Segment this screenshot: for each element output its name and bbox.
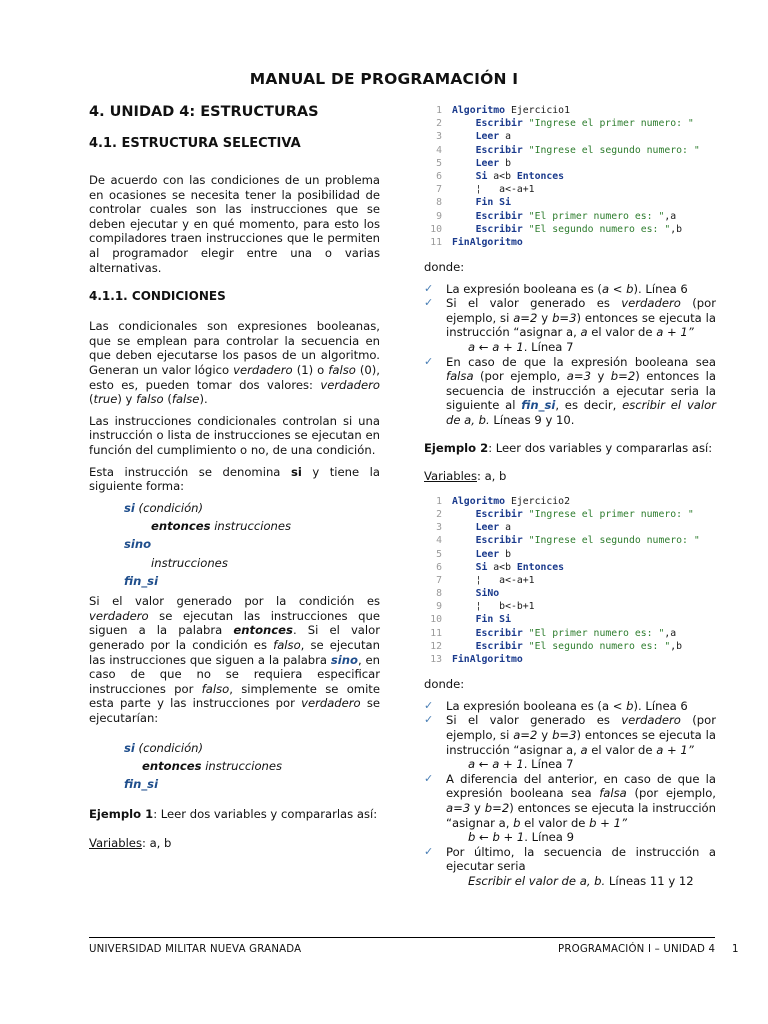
footer-course: PROGRAMACIÓN I – UNIDAD 4 (558, 944, 716, 955)
code-token: Escribir (475, 508, 523, 520)
example2-heading: Ejemplo 2: Leer dos variables y compararlas así: (424, 440, 713, 455)
line-number: 2 (436, 508, 442, 520)
code-token (452, 628, 476, 639)
code-token (452, 158, 476, 169)
code-token: ,a (664, 210, 677, 222)
line-number: 3 (436, 131, 442, 143)
where-label-2: donde: (424, 677, 465, 692)
line-number: 4 (436, 535, 442, 547)
line-number: 6 (436, 561, 442, 573)
code-line-4 (424, 534, 716, 547)
list-item: ✓ La expresión booleana es (a < b). Línea 6 (424, 698, 688, 713)
code-token: a<b (487, 561, 517, 573)
code-token (452, 118, 476, 129)
code-line-10 (424, 223, 716, 236)
denomination-paragraph: Esta instrucción se denomina si y tiene la siguiente forma: (89, 464, 381, 494)
code-line-9 (424, 210, 716, 223)
explanation-list-1 (424, 282, 716, 428)
code-line-13 (424, 653, 716, 666)
code-token: Escribir (475, 144, 523, 156)
code-token (452, 197, 476, 208)
code-token: ¦ a<-a+1 (452, 574, 535, 586)
code-token: Escribir (475, 118, 523, 130)
line-number: 12 (430, 640, 442, 652)
variables-line-1: Variables: a, b (89, 836, 172, 850)
code-token: SiNo (475, 588, 500, 600)
code-line-2 (424, 508, 716, 521)
list-item: ✓ En caso de que la expresión booleana sea falsa (por ejemplo, a=3 y b=2) entonces la secuencia de instrucción a ejecutar seria la siguiente al fin_si, es decir, escribir el valor de a, b. Líneas 9 y 10. (424, 354, 716, 427)
code-token: "Ingrese el primer numero: " (522, 118, 694, 130)
line-number: 9 (436, 601, 442, 613)
code-token: Leer (475, 522, 500, 534)
code-token: "Ingrese el segundo numero: " (522, 144, 700, 156)
code-block-1 (424, 104, 716, 249)
syntax-block-full: si (condición) entonces instrucciones sino instrucciones fin_si (124, 500, 292, 588)
code-token (452, 509, 476, 520)
code-token (452, 588, 476, 599)
line-number: 11 (430, 627, 442, 639)
code-line-3 (424, 130, 716, 143)
code-line-8 (424, 196, 716, 209)
check-icon: ✓ (424, 844, 434, 858)
check-icon: ✓ (424, 698, 434, 712)
code-token (452, 641, 476, 652)
code-token: a (499, 131, 511, 143)
code-token: ,b (670, 223, 683, 235)
code-line-11 (424, 236, 716, 249)
code-token: ,b (670, 640, 683, 652)
code-line-6 (424, 561, 716, 574)
code-token (452, 522, 476, 533)
check-icon: ✓ (424, 296, 434, 310)
footer-institution: UNIVERSIDAD MILITAR NUEVA GRANADA (89, 944, 302, 955)
line-number: 13 (430, 654, 442, 666)
line-number: 7 (436, 574, 442, 586)
line-number: 7 (436, 184, 442, 196)
code-token: ,a (664, 627, 677, 639)
example1-heading: Ejemplo 1: Leer dos variables y compararlas así: (89, 807, 378, 822)
right-column (424, 104, 716, 889)
line-number: 11 (430, 236, 442, 248)
code-token: "El primer numero es: " (522, 627, 665, 639)
code-token (452, 211, 476, 222)
code-token: Ejercicio2 (505, 495, 570, 507)
footer-divider (89, 937, 715, 938)
code-token: Fin Si (475, 197, 511, 209)
code-line-3 (424, 521, 716, 534)
code-token: Escribir (475, 535, 523, 547)
code-token: Fin Si (475, 614, 511, 626)
line-number: 1 (436, 105, 442, 116)
code-token (452, 549, 476, 560)
syntax-block-short: si (condición) entonces instrucciones fin_si (124, 740, 283, 792)
code-line-7 (424, 574, 716, 587)
section-heading: 4.1. ESTRUCTURA SELECTIVA (89, 136, 301, 151)
check-icon: ✓ (424, 771, 434, 785)
list-item: ✓ Si el valor generado es verdadero (por ejemplo, si a=2 y b=3) entonces se ejecuta la instrucción “asignar a, a el valor de a + 1” a ← a + 1. Línea 7 (424, 713, 716, 772)
check-icon: ✓ (424, 354, 434, 368)
line-number: 1 (436, 495, 442, 507)
line-number: 3 (436, 522, 442, 534)
code-line-6 (424, 170, 716, 183)
code-token: ¦ a<-a+1 (452, 184, 535, 196)
code-line-9 (424, 600, 716, 613)
code-token: b (499, 157, 511, 169)
control-paragraph: Las instrucciones condicionales controlan si una instrucción o lista de instrucciones se ejecutan en función del cumplimiento o no, de una condición. (89, 413, 380, 457)
code-token: "Ingrese el primer numero: " (522, 508, 694, 520)
code-token (452, 171, 476, 182)
unit-heading: 4. UNIDAD 4: ESTRUCTURAS (89, 104, 319, 120)
code-line-1 (424, 104, 716, 117)
code-token: Entonces (516, 561, 565, 573)
code-token: FinAlgoritmo (452, 236, 523, 248)
check-icon: ✓ (424, 281, 434, 295)
explanation-list-2 (424, 699, 716, 889)
page-number: 1 (732, 944, 739, 955)
code-token: Escribir (475, 627, 523, 639)
code-token: Leer (475, 131, 500, 143)
list-item: ✓ A diferencia del anterior, en caso de que la expresión booleana sea falsa (por ejemplo, a=3 y b=2) entonces se ejecuta la instrucción “asignar a, b el valor de b + 1” b ← b + 1. Línea 9 (424, 771, 716, 845)
code-line-4 (424, 144, 716, 157)
code-token: Escribir (475, 210, 523, 222)
line-number: 6 (436, 170, 442, 182)
code-token: ¦ b<-b+1 (452, 601, 535, 613)
intro-paragraph: De acuerdo con las condiciones de un problema en ocasiones se necesita tener la posibilidad de controlar cuales son las instrucciones que se deben ejecutar y en qué momento, para esto los compiladores traen instrucciones que le permiten al programador elegir entre una o varias alternativas. (89, 173, 380, 275)
code-line-10 (424, 613, 716, 626)
code-token: Si (475, 170, 488, 182)
line-number: 5 (436, 548, 442, 560)
code-token (452, 535, 476, 546)
code-token: "El primer numero es: " (522, 210, 665, 222)
left-column (89, 104, 380, 851)
code-token: Si (475, 561, 488, 573)
line-number: 10 (430, 223, 442, 235)
line-number: 5 (436, 157, 442, 169)
subsection-heading: 4.1.1. CONDICIONES (89, 289, 226, 304)
code-line-1 (424, 495, 716, 508)
code-line-2 (424, 117, 716, 130)
code-line-5 (424, 548, 716, 561)
line-number: 2 (436, 118, 442, 130)
code-token: Entonces (516, 170, 565, 182)
variables-line-2: Variables: a, b (424, 469, 507, 484)
line-number: 8 (436, 197, 442, 209)
code-token (452, 614, 476, 625)
line-number: 9 (436, 210, 442, 222)
code-token: Algoritmo (452, 105, 506, 116)
code-token: b (499, 548, 511, 560)
list-item: ✓ Por último, la secuencia de instrucción a ejecutar seria Escribir el valor de a, b. Líneas 11 y 12 (424, 844, 716, 888)
line-number: 8 (436, 588, 442, 600)
check-icon: ✓ (424, 713, 434, 727)
code-token: a (499, 522, 511, 534)
conditions-paragraph: Las condicionales son expresiones booleanas, que se emplean para controlar la secuencia en que deben ejecutarse los pasos de un algoritmo. Generan un valor lógico verdadero (1) o falso (0), esto es, pueden tomar dos valores: verdadero (true) y falso (false). (89, 319, 380, 407)
code-line-7 (424, 183, 716, 196)
page-title: MANUAL DE PROGRAMACIÓN I (249, 70, 519, 88)
code-token: a<b (487, 170, 517, 182)
code-block-2 (424, 495, 716, 666)
code-line-5 (424, 157, 716, 170)
code-token (452, 131, 476, 142)
code-token: Escribir (475, 640, 523, 652)
code-token: Escribir (475, 223, 523, 235)
code-line-8 (424, 587, 716, 600)
line-number: 10 (430, 614, 442, 626)
code-token: Leer (475, 157, 500, 169)
code-token: Algoritmo (452, 495, 506, 507)
code-token: Leer (475, 548, 500, 560)
code-line-11 (424, 627, 716, 640)
code-token: "Ingrese el segundo numero: " (522, 535, 700, 547)
code-token: "El segundo numero es: " (522, 223, 671, 235)
line-number: 4 (436, 144, 442, 156)
where-label-1: donde: (424, 260, 465, 275)
code-token (452, 145, 476, 156)
code-line-12 (424, 640, 716, 653)
list-item: ✓ Si el valor generado es verdadero (por ejemplo, si a=2 y b=3) entonces se ejecuta la instrucción “asignar a, a el valor de a + 1” a ← a + 1. Línea 7 (424, 296, 716, 355)
code-token (452, 562, 476, 573)
code-token: "El segundo numero es: " (522, 640, 671, 652)
list-item: ✓ La expresión booleana es (a < b). Línea 6 (424, 281, 688, 296)
code-token: Ejercicio1 (505, 105, 570, 116)
code-token: FinAlgoritmo (452, 654, 523, 666)
code-token (452, 224, 476, 235)
explanation-paragraph: Si el valor generado por la condición es verdadero se ejecutan las instrucciones que siguen a la palabra entonces. Si el valor generado por la condición es falso, se ejecutan las instrucciones que siguen a la palabra sino, en caso de que no se requiera especificar instrucciones por falso, simplemente se omite esta parte y las instrucciones por verdadero se ejecutarían: (89, 594, 381, 725)
